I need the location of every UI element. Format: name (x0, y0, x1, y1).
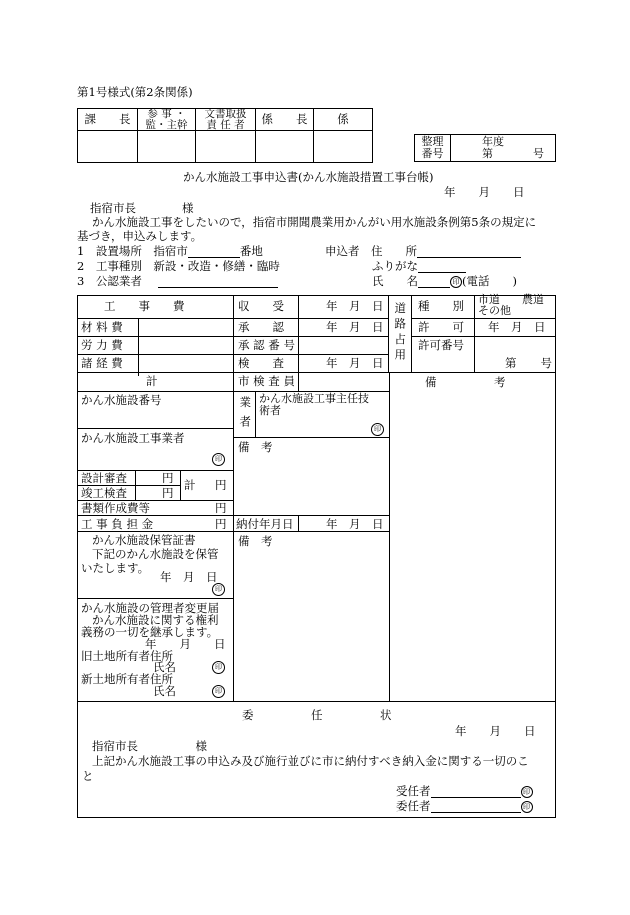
stamp-cell (138, 131, 196, 163)
shisetsu-no-label: かん水施設番号 (81, 393, 162, 407)
intro-line-2: 基づき，申込みします。 (77, 229, 203, 243)
henko-line-3: 義務の一切を継承します。 (81, 625, 219, 639)
seal-icon: 印 (521, 786, 533, 798)
inin-sha: 委任者 印 (396, 800, 533, 813)
seal-icon: 印 (450, 276, 462, 288)
hokan-line-2: 下記のかん水施設を保管 (92, 547, 219, 561)
junin-sha: 受任者 印 (396, 785, 533, 798)
seal-icon: 印 (371, 423, 384, 436)
henko-title: かん水施設の管理者変更届 (81, 601, 219, 615)
shonin-date: 年 月 日 (326, 320, 384, 334)
application-date: 年 月 日 (444, 185, 525, 199)
kyoka-label: 許 可 (418, 320, 464, 334)
item-location: 1 設置場所 指宿市 番地 (77, 244, 263, 258)
shin-owner-label: 新土地所有者住所 (81, 672, 173, 686)
futan-en: 円 (215, 517, 227, 531)
nofu-label: 納付年月日 (236, 517, 294, 531)
seal-icon: 印 (212, 661, 225, 674)
addressee: 指宿市長 様 (90, 201, 194, 215)
header-sanji: 参 事 ・ 監・主幹 (138, 109, 196, 131)
form-id: 第1号様式(第2条関係) (77, 85, 193, 99)
biko-right-label: 備 考 (425, 375, 506, 389)
header-kacho: 課 長 (78, 109, 138, 131)
proxy-title: 委 任 状 (242, 708, 392, 722)
stamp-cell (78, 131, 138, 163)
shorui-label: 書類作成費等 (81, 501, 150, 515)
kei-sub-en: 円 (215, 478, 227, 492)
seal-icon: 印 (212, 583, 225, 596)
proxy-body-1: 上記かん水施設工事の申込み及び施行並びに市に納付すべき納入金に関する一切のこ (92, 754, 529, 768)
kensain-label: 市 検 査 員 (238, 374, 295, 388)
form-title: かん水施設工事申込書(かん水施設措置工事台帳) (183, 170, 434, 184)
approval-stamp-table (77, 108, 373, 163)
shunko-kensa-label: 竣工検査 (81, 486, 127, 500)
biko-lower-label: 備 考 (238, 534, 273, 548)
shunko-en: 円 (162, 486, 174, 500)
reg-label: 整理 番号 (415, 135, 451, 162)
shokei-hi-label: 諸 経 費 (81, 356, 123, 370)
header-bunsho: 文書取扱 責 任 者 (196, 109, 256, 131)
shubetsu-label: 種 別 (418, 299, 464, 313)
item-contractor: 3 公認業者 (77, 275, 278, 288)
applicant-name: 氏 名 印 (電話 ) (372, 274, 517, 288)
intro-line-1: かん水施設工事をしたいので，指宿市開聞農業用かんがい用水施設条例第5条の規定に (92, 215, 537, 229)
koji-hi-header: 工 事 費 (104, 299, 185, 313)
kyoka-no-label: 許可番号 (418, 338, 464, 352)
kensa-label: 検 査 (238, 356, 284, 370)
seal-icon: 印 (212, 453, 225, 466)
applicant-address: 申込者 住 所 (325, 245, 521, 258)
seal-icon: 印 (212, 685, 225, 698)
biko-mid-label: 備 考 (238, 440, 273, 454)
sekkei-shinsa-label: 設計審査 (81, 471, 127, 485)
stamp-cell (314, 131, 373, 163)
sekkei-en: 円 (162, 471, 174, 485)
shorui-en: 円 (215, 501, 227, 515)
kyoka-no-value: 第 号 (505, 356, 552, 370)
gyosha-label: 業者 (238, 396, 253, 435)
henko-date: 年 月 日 (145, 637, 226, 651)
hokan-title: かん水施設保管証書 (92, 533, 196, 547)
romu-hi-label: 労 力 費 (81, 338, 123, 352)
kyu-owner-label: 旧土地所有者住所 (81, 649, 173, 663)
nofu-date: 年 月 日 (326, 517, 384, 531)
henko-line-2: かん水施設に関する権利 (92, 613, 219, 627)
kei-sub-label: 計 (184, 478, 196, 492)
seal-icon: 印 (521, 801, 533, 813)
proxy-body-2: と (82, 769, 94, 783)
reg-value: 年度 第 号 (451, 135, 556, 162)
proxy-date: 年 月 日 (455, 724, 536, 738)
item-work-type: 2 工事種別 新設・改造・修繕・臨時 (77, 259, 280, 273)
kensa-date: 年 月 日 (326, 356, 384, 370)
shin-owner-name: 氏名 (153, 684, 176, 698)
kei-label: 計 (146, 374, 158, 388)
kyoka-date: 年 月 日 (488, 320, 546, 334)
shunin-gishisha-label: かん水施設工事主任技 術者 (259, 392, 369, 417)
zairyo-hi-label: 材 料 費 (81, 320, 123, 334)
header-kakaricho: 係 長 (256, 109, 314, 131)
doro-senyo-label: 道路占用 (393, 302, 408, 364)
futan-label: 工 事 負 担 金 (81, 517, 154, 531)
stamp-cell (256, 131, 314, 163)
hokan-line-3: いたします。 (81, 561, 150, 575)
kyu-owner-name: 氏名 (153, 660, 176, 674)
juri-date: 年 月 日 (326, 299, 384, 313)
kojigyosha-label: かん水施設工事業者 (81, 431, 185, 445)
stamp-cell (196, 131, 256, 163)
shonin-no-label: 承 認 番 号 (238, 338, 295, 352)
furigana-label: ふりがな (372, 260, 466, 273)
hokan-date: 年 月 日 (160, 570, 218, 584)
header-kakari: 係 (314, 109, 373, 131)
juri-label: 収 受 (238, 299, 284, 313)
shonin-label: 承 認 (238, 320, 284, 334)
registration-number-box (414, 134, 556, 162)
shubetsu-options: 市道 農道 その他 (478, 293, 544, 317)
proxy-addressee: 指宿市長 様 (92, 739, 207, 753)
